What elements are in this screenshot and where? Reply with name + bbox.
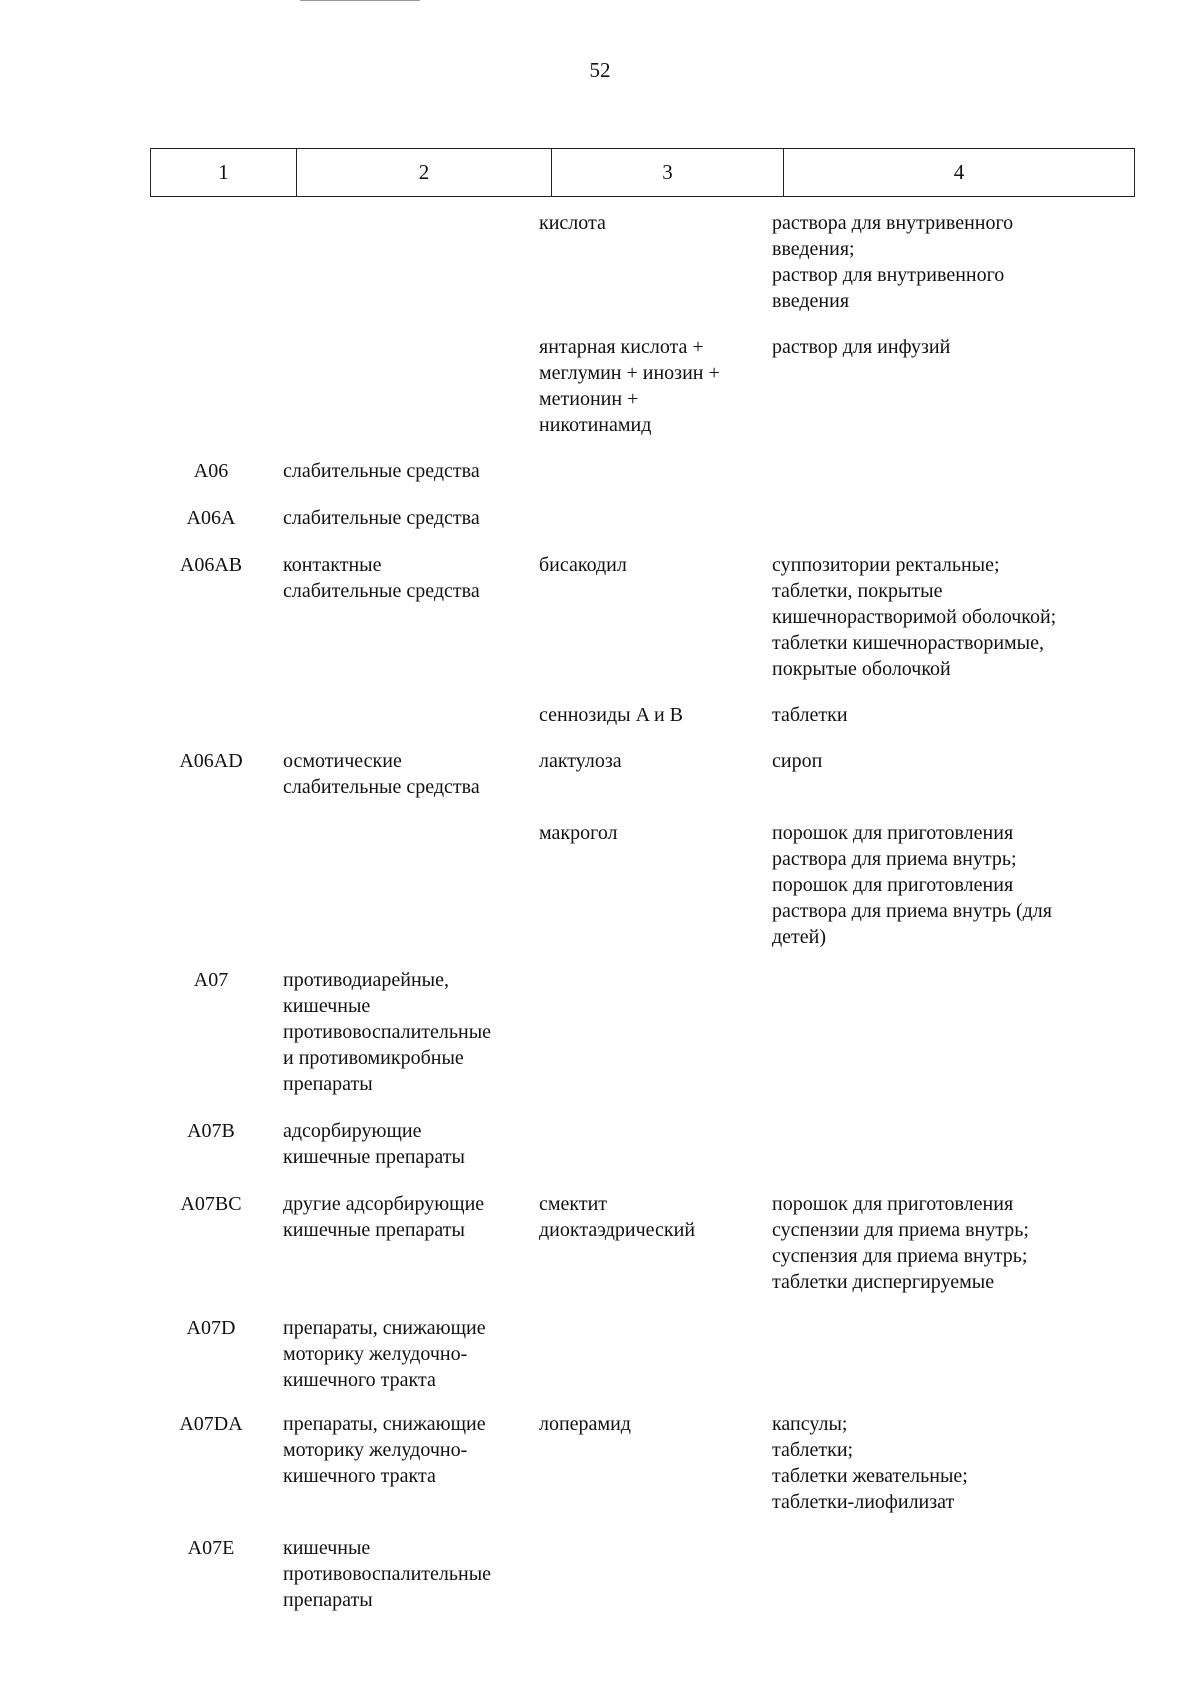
pharmacological-group: кишечные противовоспалительные препараты (283, 1537, 492, 1611)
dosage-form (767, 1315, 1134, 1411)
table-row (150, 210, 1134, 334)
pharmacological-group: слабительные средства (283, 460, 480, 482)
active-substance (535, 505, 767, 552)
atc-code: A07DA (179, 1413, 243, 1435)
column-header-1: 1 (151, 149, 297, 197)
table-row (150, 702, 1134, 748)
active-substance: сеннозиды A и B (539, 704, 684, 726)
dosage-form: раствора для внутривенного введения; раствор для внутривенного введения (772, 212, 1014, 312)
pharmacological-group: другие адсорбирующие кишечные препараты (283, 1193, 485, 1241)
column-header-row (151, 149, 1135, 197)
atc-code: A07BC (180, 1193, 242, 1215)
table-row (150, 1411, 1134, 1535)
dosage-form: порошок для приготовления раствора для приема внутрь; порошок для приготовления раствора для приема внутрь (для детей) (772, 822, 1052, 948)
column-header-table (150, 148, 1135, 197)
pharmacological-group (280, 820, 535, 967)
table-row (150, 552, 1134, 702)
active-substance: лактулоза (539, 750, 622, 772)
active-substance (535, 1315, 767, 1411)
atc-code: A07 (193, 969, 229, 991)
atc-code: A06A (186, 507, 236, 529)
dosage-form: сироп (772, 750, 823, 772)
dosage-form (767, 505, 1134, 552)
active-substance (535, 1118, 767, 1191)
pharmacological-group: слабительные средства (283, 507, 480, 529)
pharmacological-group: осмотические слабительные средства (283, 750, 480, 798)
column-header-3: 3 (552, 149, 784, 197)
pharmacological-group: препараты, снижающие моторику желудочно- кишечного тракта (283, 1317, 486, 1391)
table-row (150, 1118, 1134, 1191)
active-substance (535, 967, 767, 1118)
dosage-form: порошок для приготовления суспензии для приема внутрь; суспензия для приема внутрь; таблетки диспергируемые (772, 1193, 1029, 1293)
dosage-form (767, 1118, 1134, 1191)
table-row (150, 458, 1134, 505)
active-substance (535, 1535, 767, 1625)
table-row (150, 505, 1134, 552)
active-substance: смектит диоктаэдрический (539, 1193, 696, 1241)
atc-code: A06AD (179, 750, 243, 772)
active-substance: бисакодил (539, 554, 627, 576)
dosage-form (767, 458, 1134, 505)
table-row (150, 334, 1134, 458)
atc-code: A06AB (179, 554, 243, 576)
dosage-form (767, 967, 1134, 1118)
atc-code: A07D (186, 1317, 236, 1339)
atc-code: A07B (187, 1120, 235, 1142)
pharmacological-group (280, 334, 535, 458)
table-row (150, 967, 1134, 1118)
dosage-form: капсулы; таблетки; таблетки жевательные; таблетки-лиофилизат (772, 1413, 968, 1513)
atc-code (150, 334, 280, 458)
table-row (150, 748, 1134, 820)
scan-mark (300, 0, 420, 1)
atc-code (150, 820, 280, 967)
dosage-form: суппозитории ректальные; таблетки, покрытые кишечнорастворимой оболочкой; таблетки кишечнорастворимые, покрытые оболочкой (772, 554, 1057, 680)
dosage-form (767, 1535, 1134, 1625)
atc-code (150, 210, 280, 334)
active-substance: лоперамид (539, 1413, 631, 1435)
dosage-form: таблетки (772, 704, 848, 726)
table-row (150, 820, 1134, 967)
table-row (150, 1535, 1134, 1625)
active-substance (535, 458, 767, 505)
pharmacological-group: препараты, снижающие моторику желудочно- кишечного тракта (283, 1413, 486, 1487)
drug-table-body (150, 210, 1134, 1625)
atc-code (150, 702, 280, 748)
atc-code: A06 (193, 460, 229, 482)
pharmacological-group: адсорбирующие кишечные препараты (283, 1120, 465, 1168)
dosage-form: раствор для инфузий (772, 336, 951, 358)
table-row (150, 1191, 1134, 1315)
table-row (150, 1315, 1134, 1411)
active-substance: макрогол (539, 822, 618, 844)
active-substance: янтарная кислота + меглумин + инозин + метионин + никотинамид (539, 336, 720, 436)
page-number: 52 (589, 58, 611, 82)
pharmacological-group (280, 702, 535, 748)
pharmacological-group (280, 210, 535, 334)
atc-code: A07E (187, 1537, 235, 1559)
column-header-2: 2 (297, 149, 552, 197)
pharmacological-group: противодиарейные, кишечные противовоспалительные и противомикробные препараты (283, 969, 492, 1095)
pharmacological-group: контактные слабительные средства (283, 554, 480, 602)
active-substance: кислота (539, 212, 606, 234)
column-header-4: 4 (784, 149, 1135, 197)
